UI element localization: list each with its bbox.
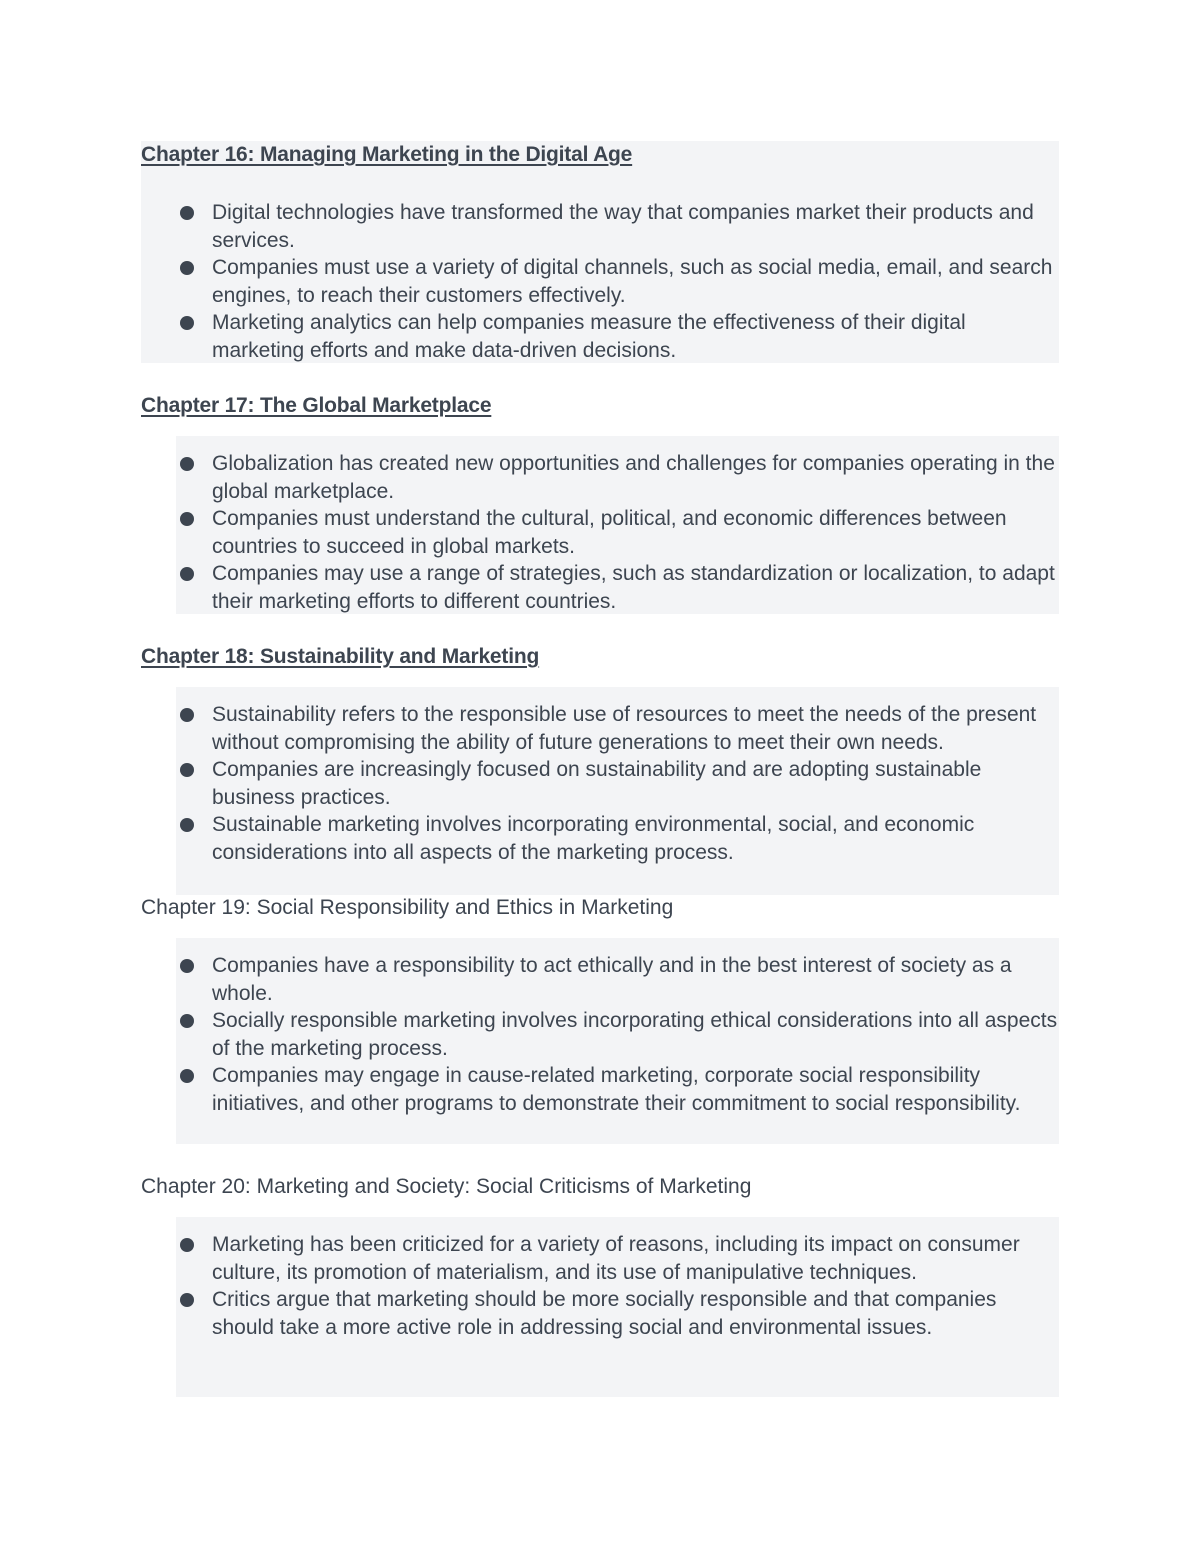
bullet-icon: [180, 1014, 194, 1028]
bullet-icon: [180, 457, 194, 471]
bullet-icon: [180, 1238, 194, 1252]
list-item: [141, 756, 1059, 811]
list-item: [141, 309, 1059, 364]
list-item: [141, 1231, 1059, 1286]
list-item: [141, 1286, 1059, 1341]
bullet-text: Socially responsible marketing involves incorporating ethical considerations into all aspects of the marketing process.: [212, 1009, 1058, 1060]
chapter-18-bullets: [141, 701, 1059, 867]
list-item: [141, 701, 1059, 756]
chapter-19-heading: Chapter 19: Social Responsibility and Ethics in Marketing: [141, 896, 674, 919]
bullet-icon: [180, 959, 194, 973]
bullet-text: Marketing has been criticized for a variety of reasons, including its impact on consumer culture, its promotion of materialism, and its use of manipulative techniques.: [212, 1233, 1020, 1284]
bullet-icon: [180, 261, 194, 275]
bullet-text: Digital technologies have transformed the way that companies market their products and services.: [212, 201, 1034, 252]
list-item: [141, 254, 1059, 309]
chapter-20-heading: Chapter 20: Marketing and Society: Social Criticisms of Marketing: [141, 1175, 752, 1198]
bullet-text: Sustainable marketing involves incorporating environmental, social, and economic considerations into all aspects of the marketing process.: [212, 813, 975, 864]
chapter-16-section: [141, 141, 1059, 363]
bullet-text: Globalization has created new opportunities and challenges for companies operating in the global marketplace.: [212, 452, 1055, 503]
chapter-18-heading: Chapter 18: Sustainability and Marketing: [141, 645, 540, 668]
list-item: [141, 1007, 1059, 1062]
bullet-icon: [180, 818, 194, 832]
chapter-17-bullets: [141, 450, 1059, 616]
chapter-19-bullets: [141, 952, 1059, 1118]
bullet-icon: [180, 512, 194, 526]
bullet-text: Companies must use a variety of digital channels, such as social media, email, and search engines, to reach their customers effectively.: [212, 256, 1053, 307]
bullet-icon: [180, 1293, 194, 1307]
bullet-icon: [180, 1069, 194, 1083]
chapter-19-section: [141, 894, 1059, 1144]
bullet-text: Critics argue that marketing should be more socially responsible and that companies should take a more active role in addressing social and environmental issues.: [212, 1288, 997, 1339]
bullet-text: Companies may use a range of strategies, such as standardization or localization, to adapt their marketing efforts to different countries.: [212, 562, 1055, 613]
list-item: [141, 952, 1059, 1007]
bullet-text: Companies are increasingly focused on sustainability and are adopting sustainable business practices.: [212, 758, 982, 809]
list-item: [141, 505, 1059, 560]
bullet-text: Sustainability refers to the responsible use of resources to meet the needs of the present without compromising the ability of future generations to meet their own needs.: [212, 703, 1037, 754]
chapter-18-section: [141, 643, 1059, 895]
bullet-text: Companies may engage in cause-related marketing, corporate social responsibility initiatives, and other programs to demonstrate their commitment to social responsibility.: [212, 1064, 1021, 1115]
list-item: [141, 199, 1059, 254]
list-item: [141, 560, 1059, 615]
chapter-16-heading: Chapter 16: Managing Marketing in the Digital Age: [141, 143, 633, 166]
bullet-icon: [180, 567, 194, 581]
chapter-17-heading: Chapter 17: The Global Marketplace: [141, 394, 492, 417]
chapter-20-section: [141, 1173, 1059, 1397]
list-item: [141, 450, 1059, 505]
chapter-16-bullets: [141, 199, 1059, 365]
list-item: [141, 811, 1059, 866]
bullet-text: Companies have a responsibility to act ethically and in the best interest of society as a whole.: [212, 954, 1012, 1005]
bullet-icon: [180, 708, 194, 722]
bullet-icon: [180, 763, 194, 777]
bullet-icon: [180, 316, 194, 330]
bullet-text: Companies must understand the cultural, political, and economic differences between countries to succeed in global markets.: [212, 507, 1007, 558]
chapter-20-bullets: [141, 1231, 1059, 1341]
list-item: [141, 1062, 1059, 1117]
bullet-icon: [180, 206, 194, 220]
bullet-text: Marketing analytics can help companies measure the effectiveness of their digital marketing efforts and make data-driven decisions.: [212, 311, 966, 362]
chapter-17-section: [141, 392, 1059, 614]
